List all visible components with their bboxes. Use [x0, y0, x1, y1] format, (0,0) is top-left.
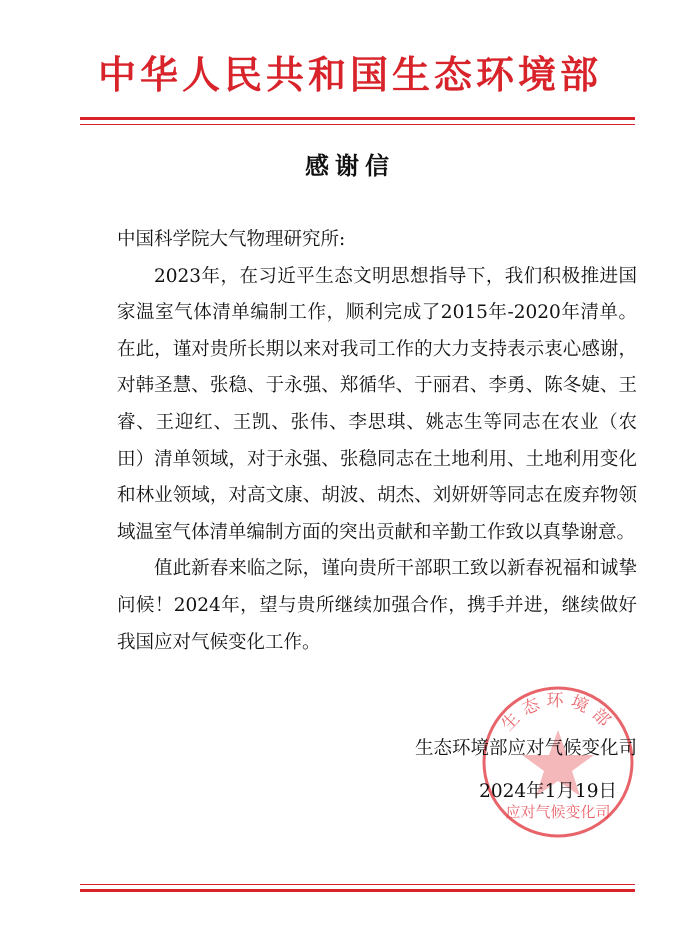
seal-text-top: 生态环境部	[497, 691, 619, 736]
letter-paragraph-1: 2023年，在习近平生态文明思想指导下，我们积极推进国家温室气体清单编制工作，顺利完成了2015年-2020年清单。在此，谨对贵所长期以来对我司工作的大力支持表示衷心感谢，对韩圣慧、张稳、于永强、郑循华、于丽君、李勇、陈冬婕、王睿、王迎红、王凯、张伟、李思琪、姚志生等同志在农业（农田）清单领域，对于永强、张稳同志在土地利用、土地利用变化和林业领域，对高文康、胡波、胡杰、刘妍妍等同志在废弃物领域温室气体清单编制方面的突出贡献和辛勤工作致以真挚谢意。	[117, 265, 637, 543]
letter-title: 感谢信	[305, 152, 395, 180]
letter-salutation: 中国科学院大气物理研究所:	[117, 229, 346, 250]
letter-body	[117, 222, 637, 661]
signature-date: 2024年1月19日	[479, 781, 617, 802]
letterhead-title: 中华人民共和国生态环境部	[97, 52, 602, 97]
seal-text-bottom: 应对气候变化司	[505, 803, 611, 821]
signature-organization: 生态环境部应对气候变化司	[414, 738, 637, 759]
letterhead-rule-top-thick	[80, 117, 635, 120]
letter-paragraph-2: 值此新春来临之际，谨向贵所干部职工致以新春祝福和诚挚问候！2024年，望与贵所继续加强合作，携手并进，继续做好我国应对气候变化工作。	[117, 558, 637, 653]
footer-rule-thin	[80, 884, 635, 885]
official-seal	[478, 682, 638, 842]
footer-rule-thick	[80, 889, 635, 892]
letterhead-rule-top-thin	[80, 124, 635, 125]
